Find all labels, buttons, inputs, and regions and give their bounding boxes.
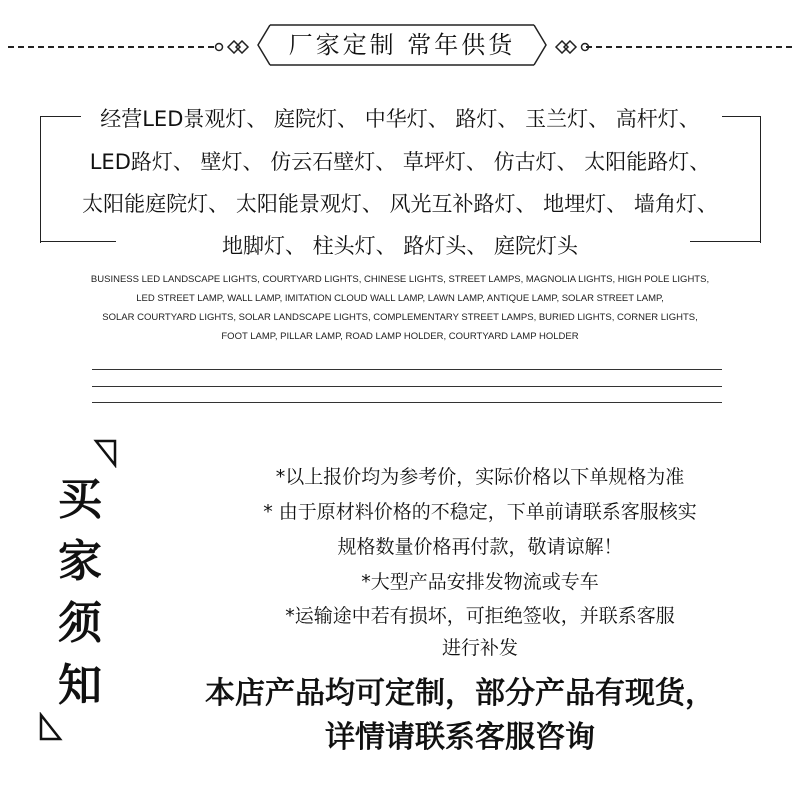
customization-notice: 本店产品均可定制，部分产品有现货， (205, 676, 715, 711)
frame-top-left (40, 116, 81, 243)
corner-triangle-icon (38, 712, 64, 742)
notice-line: 规格数量价格再付款，敬请谅解！ (337, 536, 623, 558)
notice-title-char: 知 (58, 660, 102, 711)
notice-title-char: 须 (58, 598, 102, 649)
notice-line: *运输途中若有损坏，可拒绝签收，并联系客服 (285, 605, 675, 627)
product-line-en: FOOT LAMP, PILLAR LAMP, ROAD LAMP HOLDER, COURTYARD LAMP HOLDER (221, 331, 579, 342)
product-line-cn: 太阳能庭院灯、 太阳能景观灯、 风光互补路灯、 地埋灯、 墙角灯、 (82, 192, 718, 216)
notice-line: 进行补发 (441, 637, 518, 659)
notice-title-char: 家 (58, 536, 102, 587)
contact-notice: 详情请联系客服咨询 (325, 720, 595, 755)
header-title: 厂家定制 常年供货 (288, 31, 516, 59)
left-dashed-line (8, 46, 214, 48)
corner-triangle-icon (92, 438, 118, 468)
product-line-cn: 地脚灯、 柱头灯、 路灯头、 庭院灯头 (221, 234, 579, 258)
product-line-en: SOLAR COURTYARD LIGHTS, SOLAR LANDSCAPE LIGHTS, COMPLEMENTARY STREET LAMPS, BURIED LIGHTS, CORNER LIGHTS, (102, 312, 698, 323)
right-dashed-line (586, 46, 792, 48)
notice-line: *以上报价均为参考价，实际价格以下单规格为准 (275, 466, 685, 488)
notice-title-char: 买 (58, 474, 102, 525)
notice-line: * 由于原材料价格的不稳定，下单前请联系客服核实 (263, 501, 697, 523)
product-line-en: BUSINESS LED LANDSCAPE LIGHTS, COURTYARD LIGHTS, CHINESE LIGHTS, STREET LAMPS, MAGNOLIA LIGHTS, HIGH POLE LIGHTS, (90, 274, 710, 285)
left-ornament-icon (214, 40, 256, 54)
product-line-cn: LED路灯、 壁灯、 仿云石壁灯、 草坪灯、 仿古灯、 太阳能路灯、 (89, 150, 711, 174)
divider-line (92, 386, 722, 387)
divider-line (92, 369, 722, 370)
product-line-en: LED STREET LAMP, WALL LAMP, IMITATION CLOUD WALL LAMP, LAWN LAMP, ANTIQUE LAMP, SOLAR STREET LAMP, (136, 293, 664, 304)
frame-top-right (722, 116, 761, 243)
divider-line (92, 402, 722, 403)
notice-line: *大型产品安排发物流或专车 (361, 571, 599, 593)
right-ornament-icon (548, 40, 590, 54)
product-line-cn: 经营LED景观灯、 庭院灯、 中华灯、 路灯、 玉兰灯、 高杆灯、 (100, 107, 700, 131)
header-badge (256, 22, 548, 68)
